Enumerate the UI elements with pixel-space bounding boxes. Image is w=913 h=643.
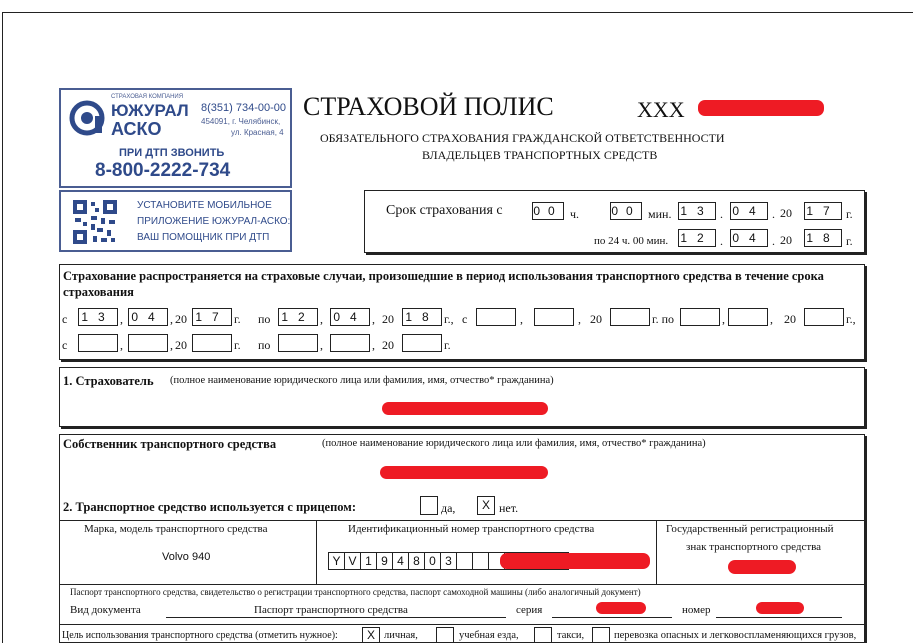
period-r1b-day-from[interactable] bbox=[476, 308, 516, 326]
purpose-top-line bbox=[59, 624, 865, 625]
period-r1-month-from: 04 bbox=[128, 308, 168, 326]
doc-type-label: Вид документа bbox=[70, 604, 141, 616]
owner-note: (полное наименование юридического лица или фамилия, имя, отчество* гражданина) bbox=[322, 438, 706, 449]
app-line-2: ПРИЛОЖЕНИЕ ЮЖУРАЛ-АСКО: bbox=[137, 216, 291, 227]
term-dot-4: . bbox=[772, 234, 775, 248]
usage-period-heading: Страхование распространяется на страховые случаи, произошедшие в период использования транспортного средства в течение срока страхования bbox=[63, 269, 824, 299]
period-r2-year-from[interactable] bbox=[192, 334, 232, 352]
period-r1-comma-3: , bbox=[320, 312, 323, 326]
number-label: номер bbox=[682, 604, 711, 616]
redacted-policy-number bbox=[698, 100, 824, 116]
purpose-personal-label: личная, bbox=[384, 630, 418, 641]
period-r2-g-2: г. bbox=[444, 338, 451, 352]
term-hours-cells bbox=[532, 202, 563, 220]
company-address-1: 454091, г. Челябинск, bbox=[201, 117, 281, 126]
purpose-taxi-label: такси, bbox=[557, 630, 585, 641]
period-r1b-day-to[interactable] bbox=[680, 308, 720, 326]
period-r2-year-prefix-2: 20 bbox=[382, 338, 394, 352]
purpose-dangerous-label: перевозка опасных и легковоспламеняющихся грузов, bbox=[614, 630, 857, 641]
series-label: серия bbox=[516, 604, 543, 616]
asko-logo-icon bbox=[69, 100, 105, 136]
page-edge-top bbox=[2, 12, 913, 13]
reg-header-2: знак транспортного средства bbox=[686, 541, 822, 553]
redacted-owner-name bbox=[380, 466, 548, 479]
period-r1b-month-to[interactable] bbox=[728, 308, 768, 326]
term-day-to: 12 bbox=[678, 229, 716, 247]
purpose-training-checkbox[interactable] bbox=[436, 627, 454, 643]
policy-subtitle-1: ОБЯЗАТЕЛЬНОГО СТРАХОВАНИЯ ГРАЖДАНСКОЙ ОТВЕТСТВЕННОСТИ bbox=[320, 131, 725, 145]
trailer-no-label: нет. bbox=[499, 501, 519, 515]
vin-char-cell: 0 bbox=[424, 552, 441, 570]
reg-header-1: Государственный регистрационный bbox=[666, 523, 834, 535]
vin-char-cell: 1 bbox=[360, 552, 377, 570]
app-line-1: УСТАНОВИТЕ МОБИЛЬНОЕ bbox=[137, 200, 272, 211]
redacted-reg-plate bbox=[728, 560, 796, 574]
doc-type-value: Паспорт транспортного средства bbox=[254, 604, 408, 616]
series-line bbox=[552, 617, 672, 618]
period-r2-year-prefix: 20 bbox=[175, 338, 187, 352]
term-year-unit: г. bbox=[846, 207, 853, 221]
period-r1b-g-po: г. по bbox=[652, 312, 674, 326]
company-name-line2: АСКО bbox=[111, 119, 162, 139]
term-until-label: по 24 ч. 00 мин. bbox=[594, 235, 669, 247]
make-header: Марка, модель транспортного средства bbox=[84, 523, 268, 535]
term-year-to: 18 bbox=[804, 229, 842, 247]
redacted-series bbox=[596, 602, 646, 614]
period-r2-year-to[interactable] bbox=[402, 334, 442, 352]
period-r2-month-to[interactable] bbox=[330, 334, 370, 352]
insurer-note: (полное наименование юридического лица или фамилия, имя, отчество* гражданина) bbox=[170, 375, 554, 386]
term-minutes-unit: мин. bbox=[648, 207, 672, 221]
period-r1-comma-2: , bbox=[170, 312, 173, 326]
owner-heading: Собственник транспортного средства bbox=[63, 437, 277, 451]
trailer-yes-checkbox[interactable] bbox=[420, 496, 438, 515]
period-r1-comma-4: , bbox=[372, 312, 375, 326]
term-year-prefix-2: 20 bbox=[780, 233, 792, 247]
mobile-app-block bbox=[59, 190, 292, 252]
vin-empty-cell bbox=[472, 552, 489, 570]
vin-char-cell: Y bbox=[328, 552, 345, 570]
dtp-caption: ПРИ ДТП ЗВОНИТЬ bbox=[119, 147, 225, 159]
vin-char-cell: V bbox=[344, 552, 361, 570]
page-edge-left bbox=[2, 12, 3, 643]
vin-header: Идентификационный номер транспортного средства bbox=[348, 523, 595, 535]
term-hours-value: 00 bbox=[533, 204, 563, 218]
period-r1b-g-2: г., bbox=[846, 312, 856, 326]
purpose-dangerous-checkbox[interactable] bbox=[592, 627, 610, 643]
term-dot-2: . bbox=[772, 207, 775, 221]
company-phone: 8(351) 734-00-00 bbox=[201, 102, 287, 114]
period-r2-from-label: с bbox=[62, 338, 68, 352]
vehicle-table-divider-2 bbox=[656, 520, 657, 584]
period-r2-month-from[interactable] bbox=[128, 334, 168, 352]
period-r1-to-label: по bbox=[258, 312, 271, 326]
period-r1-year-prefix: 20 bbox=[175, 312, 187, 326]
purpose-taxi-checkbox[interactable] bbox=[534, 627, 552, 643]
company-address-2: ул. Красная, 4 bbox=[231, 128, 284, 137]
app-line-3: ВАШ ПОМОЩНИК ПРИ ДТП bbox=[137, 232, 270, 243]
trailer-heading: 2. Транспортное средство используется с прицепом: bbox=[63, 500, 356, 514]
period-r2-comma-4: , bbox=[372, 338, 375, 352]
term-hours-unit: ч. bbox=[570, 207, 580, 221]
period-r2-to-label: по bbox=[258, 338, 271, 352]
term-day-from: 13 bbox=[678, 202, 716, 220]
number-line bbox=[716, 617, 842, 618]
term-month-from: 04 bbox=[730, 202, 768, 220]
company-logo-block bbox=[59, 88, 292, 188]
period-r1-from-label: с bbox=[62, 312, 68, 326]
doc-type-line bbox=[166, 617, 506, 618]
period-r1-g-1: г. bbox=[234, 312, 241, 326]
term-year-unit-2: г. bbox=[846, 234, 853, 248]
period-r1b-year-prefix-2: 20 bbox=[784, 312, 796, 326]
trailer-yes-label: да, bbox=[441, 501, 456, 515]
vin-char-cell: 9 bbox=[376, 552, 393, 570]
period-r2-day-from[interactable] bbox=[78, 334, 118, 352]
vin-char-cell: 3 bbox=[440, 552, 457, 570]
make-value: Volvo 940 bbox=[162, 551, 211, 563]
dtp-phone: 8-800-2222-734 bbox=[95, 160, 231, 181]
term-label: Срок страхования с bbox=[386, 203, 503, 218]
period-r1-g-2: г., bbox=[444, 312, 454, 326]
period-r1b-year-to[interactable] bbox=[804, 308, 844, 326]
policy-title: СТРАХОВОЙ ПОЛИС bbox=[303, 92, 554, 121]
redacted-insurer-name bbox=[382, 402, 548, 415]
vin-empty-cell bbox=[456, 552, 473, 570]
period-r1-year-prefix-2: 20 bbox=[382, 312, 394, 326]
period-r1-day-from: 13 bbox=[78, 308, 118, 326]
period-r1-year-to: 18 bbox=[402, 308, 442, 326]
term-year-prefix: 20 bbox=[780, 206, 792, 220]
vehicle-table-top-line bbox=[59, 520, 865, 521]
period-r2-comma-2: , bbox=[170, 338, 173, 352]
redacted-vin-tail bbox=[500, 553, 650, 569]
period-r1-day-to: 12 bbox=[278, 308, 318, 326]
period-r1-comma-1: , bbox=[120, 312, 123, 326]
purpose-personal-checkbox[interactable]: X bbox=[362, 627, 380, 643]
purpose-label: Цель использования транспортного средства (отметить нужное): bbox=[62, 630, 338, 641]
period-r1b-comma-4: , bbox=[770, 312, 773, 326]
term-year-from: 17 bbox=[804, 202, 842, 220]
qr-code-icon bbox=[71, 198, 119, 246]
trailer-no-checkbox[interactable]: X bbox=[477, 496, 495, 515]
policy-series: ХХХ bbox=[637, 97, 685, 122]
passport-caption: Паспорт транспортного средства, свидетельство о регистрации транспортного средства, паспорт самоходной машины (либо аналогичный документ) bbox=[70, 587, 641, 597]
period-r2-comma-1: , bbox=[120, 338, 123, 352]
period-r2-day-to[interactable] bbox=[278, 334, 318, 352]
period-r1b-month-from[interactable] bbox=[534, 308, 574, 326]
term-dot-1: . bbox=[720, 207, 723, 221]
purpose-training-label: учебная езда, bbox=[459, 630, 519, 641]
policy-subtitle-2: ВЛАДЕЛЬЦЕВ ТРАНСПОРТНЫХ СРЕДСТВ bbox=[422, 148, 658, 162]
period-r1-month-to: 04 bbox=[330, 308, 370, 326]
period-r1-year-from: 17 bbox=[192, 308, 232, 326]
period-r2-g-1: г. bbox=[234, 338, 241, 352]
period-r1b-year-from[interactable] bbox=[610, 308, 650, 326]
redacted-number bbox=[756, 602, 804, 614]
period-r1b-comma-3: , bbox=[722, 312, 725, 326]
vin-char-cell: 4 bbox=[392, 552, 409, 570]
company-name-line1: ЮЖУРАЛ bbox=[111, 101, 189, 120]
period-r1b-comma-1: , bbox=[520, 312, 523, 326]
vehicle-table-bottom-line bbox=[59, 584, 865, 585]
period-r2-comma-3: , bbox=[320, 338, 323, 352]
term-month-to: 04 bbox=[730, 229, 768, 247]
vin-char-cell: 8 bbox=[408, 552, 425, 570]
period-r1b-comma-2: , bbox=[578, 312, 581, 326]
period-r1b-year-prefix: 20 bbox=[590, 312, 602, 326]
company-caption: СТРАХОВАЯ КОМПАНИЯ bbox=[111, 94, 184, 100]
period-r1b-from-label: с bbox=[462, 312, 468, 326]
term-dot-3: . bbox=[720, 234, 723, 248]
insurer-heading: 1. Страхователь bbox=[63, 374, 154, 388]
vehicle-table-divider-1 bbox=[316, 520, 317, 584]
term-minutes-value: 00 bbox=[611, 204, 641, 218]
